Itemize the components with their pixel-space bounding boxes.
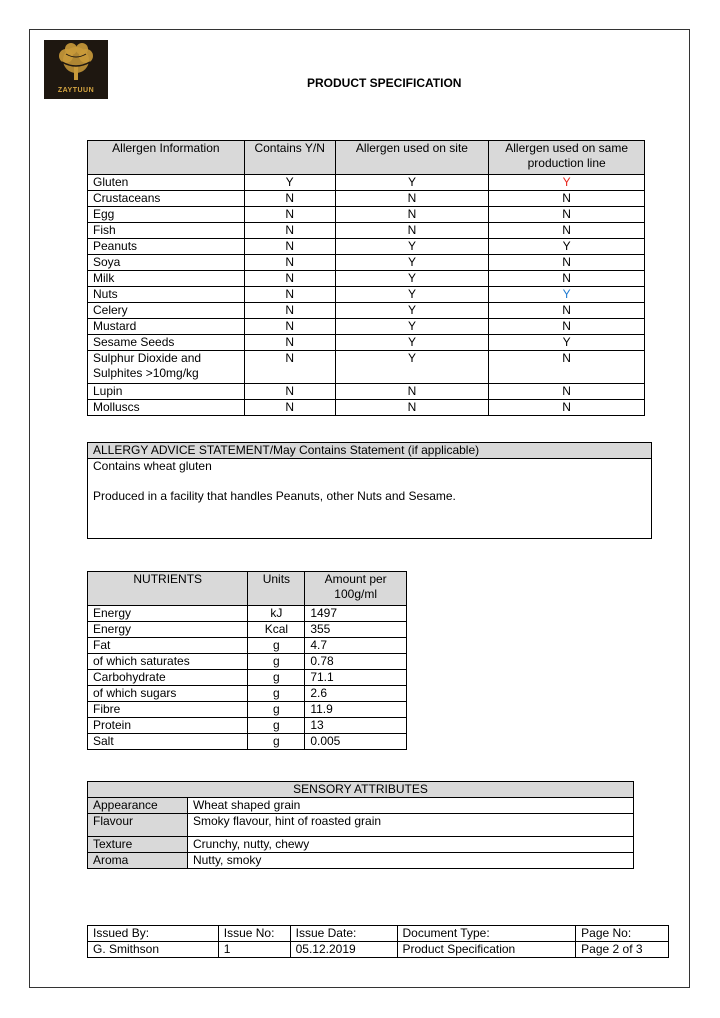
nutrient-unit: g: [248, 734, 305, 750]
allergen-contains: N: [244, 303, 335, 319]
issued-by-label: Issued By:: [88, 926, 219, 942]
allergen-contains: N: [244, 271, 335, 287]
nutrient-row: [88, 638, 407, 654]
allergen-name: Sesame Seeds: [88, 335, 245, 351]
allergen-used-on-site: Y: [335, 335, 489, 351]
allergen-contains: N: [244, 335, 335, 351]
nutrient-name: of which sugars: [88, 686, 248, 702]
nutrient-name: Energy: [88, 606, 248, 622]
allergen-contains: N: [244, 191, 335, 207]
allergen-same-line: N: [489, 255, 645, 271]
sensory-value: Wheat shaped grain: [187, 798, 633, 814]
nutrient-row: [88, 622, 407, 638]
allergen-same-line: N: [489, 223, 645, 239]
sensory-row: [88, 853, 634, 869]
nutrient-name: of which saturates: [88, 654, 248, 670]
nutrients-header-row: [88, 572, 407, 606]
allergen-name: Lupin: [88, 384, 245, 400]
allergen-name: Molluscs: [88, 400, 245, 416]
nutrient-name: Protein: [88, 718, 248, 734]
allergen-name: Fish: [88, 223, 245, 239]
allergen-contains: Y: [244, 175, 335, 191]
document-footer-table: [87, 925, 669, 958]
issue-no-label: Issue No:: [218, 926, 290, 942]
allergen-name: Peanuts: [88, 239, 245, 255]
allergen-used-on-site: Y: [335, 175, 489, 191]
allergen-header-row: [88, 141, 645, 175]
sensory-label: Flavour: [88, 814, 188, 837]
issue-date-value: 05.12.2019: [290, 942, 397, 958]
allergen-used-on-site: N: [335, 400, 489, 416]
allergen-used-on-site: N: [335, 223, 489, 239]
allergen-used-on-site: Y: [335, 287, 489, 303]
allergen-row: [88, 319, 645, 335]
allergen-name: Celery: [88, 303, 245, 319]
allergen-same-line: N: [489, 271, 645, 287]
allergy-advice-statement: Contains wheat gluten Produced in a facility that handles Peanuts, other Nuts and Sesame.: [88, 459, 652, 539]
sensory-value: Crunchy, nutty, chewy: [187, 837, 633, 853]
nutrient-unit: g: [248, 654, 305, 670]
allergen-name: Milk: [88, 271, 245, 287]
allergen-same-line: N: [489, 207, 645, 223]
allergen-same-line: N: [489, 384, 645, 400]
allergen-same-line: N: [489, 191, 645, 207]
allergen-name: Nuts: [88, 287, 245, 303]
nutrient-row: [88, 670, 407, 686]
allergen-row: [88, 175, 645, 191]
allergen-same-line: N: [489, 303, 645, 319]
header-contains: Contains Y/N: [244, 141, 335, 175]
allergen-row: [88, 287, 645, 303]
allergen-contains: N: [244, 239, 335, 255]
allergen-name: Egg: [88, 207, 245, 223]
allergen-row: [88, 303, 645, 319]
nutrient-amount: 0.005: [305, 734, 407, 750]
allergen-same-line: Y: [489, 175, 645, 191]
page-title: PRODUCT SPECIFICATION: [307, 76, 462, 90]
allergen-name: Crustaceans: [88, 191, 245, 207]
nutrient-amount: 355: [305, 622, 407, 638]
allergen-contains: N: [244, 384, 335, 400]
allergen-used-on-site: N: [335, 207, 489, 223]
sensory-row: [88, 814, 634, 837]
nutrient-amount: 0.78: [305, 654, 407, 670]
allergen-contains: N: [244, 319, 335, 335]
issue-no-value: 1: [218, 942, 290, 958]
allergen-contains: N: [244, 351, 335, 384]
allergen-used-on-site: Y: [335, 271, 489, 287]
sensory-label: Appearance: [88, 798, 188, 814]
allergen-row: [88, 191, 645, 207]
nutrient-unit: g: [248, 670, 305, 686]
sensory-header: SENSORY ATTRIBUTES: [88, 782, 634, 798]
allergen-row: [88, 239, 645, 255]
nutrient-row: [88, 718, 407, 734]
allergen-row: [88, 384, 645, 400]
allergen-same-line: N: [489, 400, 645, 416]
allergen-row: [88, 335, 645, 351]
nutrient-name: Salt: [88, 734, 248, 750]
page-no-value: Page 2 of 3: [576, 942, 669, 958]
nutrient-row: [88, 702, 407, 718]
allergen-same-line: Y: [489, 287, 645, 303]
allergen-row: [88, 351, 645, 384]
allergen-row: [88, 400, 645, 416]
allergy-advice-table: [87, 442, 652, 539]
nutrient-unit: g: [248, 686, 305, 702]
allergy-advice-header: ALLERGY ADVICE STATEMENT/May Contains Statement (if applicable): [88, 443, 652, 459]
header-used-on-site: Allergen used on site: [335, 141, 489, 175]
allergen-contains: N: [244, 400, 335, 416]
allergen-same-line: Y: [489, 239, 645, 255]
sensory-label: Aroma: [88, 853, 188, 869]
header-allergen-information: Allergen Information: [88, 141, 245, 175]
allergen-table: [87, 140, 645, 416]
nutrient-unit: g: [248, 638, 305, 654]
nutrient-unit: Kcal: [248, 622, 305, 638]
nutrient-amount: 1497: [305, 606, 407, 622]
nutrient-amount: 2.6: [305, 686, 407, 702]
allergen-contains: N: [244, 207, 335, 223]
document-type-value: Product Specification: [397, 942, 576, 958]
nutrient-row: [88, 606, 407, 622]
nutrient-row: [88, 686, 407, 702]
footer-label-row: [88, 926, 669, 942]
sensory-value: Nutty, smoky: [187, 853, 633, 869]
nutrients-table: [87, 571, 407, 750]
allergen-name: Soya: [88, 255, 245, 271]
sensory-label: Texture: [88, 837, 188, 853]
allergen-row: [88, 255, 645, 271]
nutrient-name: Energy: [88, 622, 248, 638]
sensory-value: Smoky flavour, hint of roasted grain: [187, 814, 633, 837]
allergen-contains: N: [244, 223, 335, 239]
header-nutrients: NUTRIENTS: [88, 572, 248, 606]
nutrient-amount: 71.1: [305, 670, 407, 686]
company-logo: [44, 40, 108, 99]
footer-value-row: [88, 942, 669, 958]
allergen-same-line: N: [489, 351, 645, 384]
nutrient-amount: 4.7: [305, 638, 407, 654]
allergen-contains: N: [244, 287, 335, 303]
allergen-same-line: N: [489, 319, 645, 335]
allergen-used-on-site: N: [335, 191, 489, 207]
allergen-used-on-site: N: [335, 384, 489, 400]
issued-by-value: G. Smithson: [88, 942, 219, 958]
nutrient-amount: 13: [305, 718, 407, 734]
header-amount: Amount per 100g/ml: [305, 572, 407, 606]
nutrient-name: Carbohydrate: [88, 670, 248, 686]
allergen-row: [88, 223, 645, 239]
sensory-row: [88, 798, 634, 814]
nutrient-amount: 11.9: [305, 702, 407, 718]
allergen-name: Gluten: [88, 175, 245, 191]
page-no-label: Page No:: [576, 926, 669, 942]
nutrient-row: [88, 654, 407, 670]
header-same-production-line: Allergen used on same production line: [489, 141, 645, 175]
allergen-name: Mustard: [88, 319, 245, 335]
nutrient-unit: g: [248, 718, 305, 734]
allergen-used-on-site: Y: [335, 351, 489, 384]
nutrient-row: [88, 734, 407, 750]
issue-date-label: Issue Date:: [290, 926, 397, 942]
nutrient-name: Fat: [88, 638, 248, 654]
allergen-used-on-site: Y: [335, 303, 489, 319]
allergen-contains: N: [244, 255, 335, 271]
sensory-attributes-table: [87, 781, 634, 869]
allergen-same-line: Y: [489, 335, 645, 351]
nutrient-name: Fibre: [88, 702, 248, 718]
sensory-row: [88, 837, 634, 853]
allergen-used-on-site: Y: [335, 239, 489, 255]
nutrient-unit: g: [248, 702, 305, 718]
allergen-row: [88, 271, 645, 287]
allergen-used-on-site: Y: [335, 319, 489, 335]
allergen-name: Sulphur Dioxide and Sulphites >10mg/kg: [88, 351, 245, 384]
document-type-label: Document Type:: [397, 926, 576, 942]
logo-text: ZAYTUUN: [57, 87, 95, 94]
allergen-row: [88, 207, 645, 223]
nutrient-unit: kJ: [248, 606, 305, 622]
allergen-used-on-site: Y: [335, 255, 489, 271]
header-units: Units: [248, 572, 305, 606]
